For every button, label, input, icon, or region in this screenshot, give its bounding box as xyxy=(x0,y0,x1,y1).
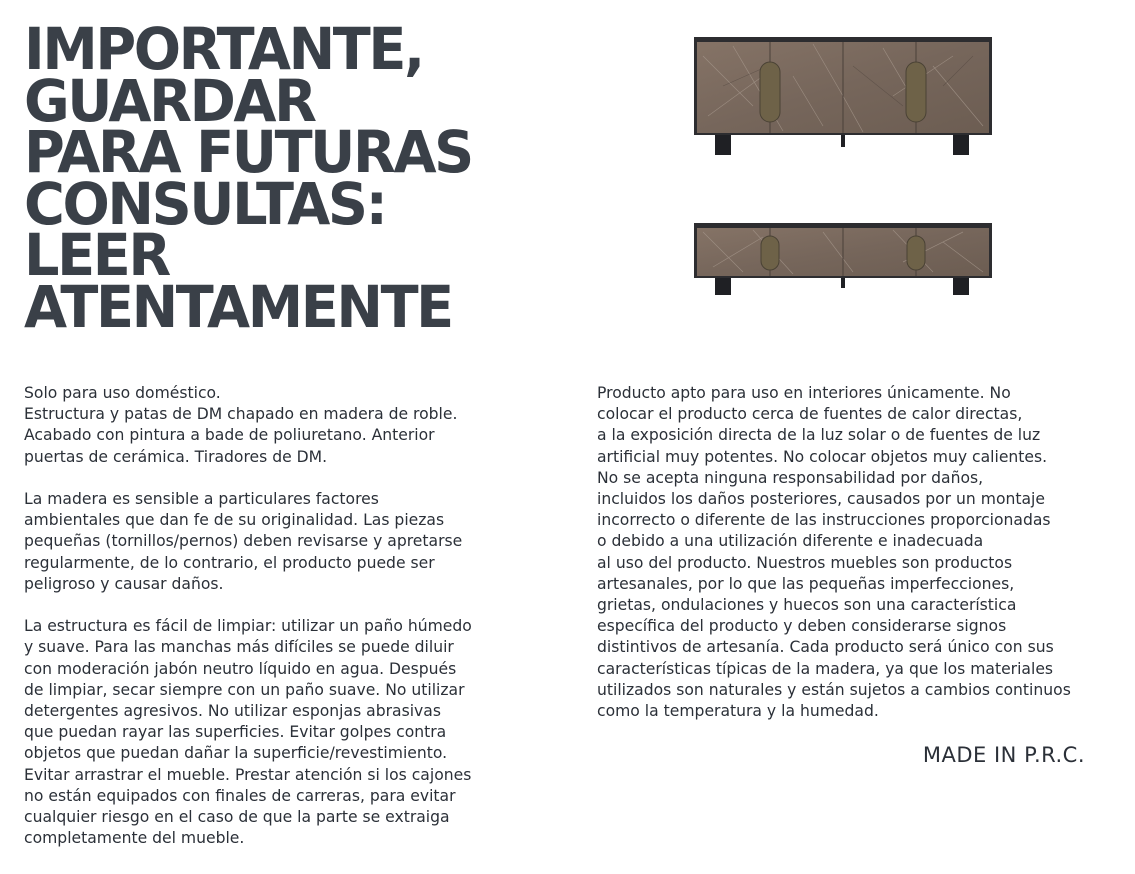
paragraph xyxy=(24,383,544,468)
text-line: ambientales que dan fe de su originalidad. Las piezas xyxy=(24,511,445,530)
text-line: con moderación jabón neutro líquido en agua. Después xyxy=(24,659,457,678)
tv-stand-image xyxy=(693,222,993,296)
text-line: Producto apto para uso en interiores únicamente. No xyxy=(597,384,1011,402)
text-line: o debido a una utilización diferente e inadecuada xyxy=(597,532,984,551)
sideboard-image xyxy=(693,36,993,158)
text-line: Estructura y patas de DM chapado en madera de roble. xyxy=(24,405,458,424)
text-line: a la exposición directa de la luz solar o de fuentes de luz xyxy=(597,426,1041,445)
text-line: artesanales, por lo que las pequeñas imperfecciones, xyxy=(597,574,1015,593)
text-line: puertas de cerámica. Tiradores de DM. xyxy=(24,447,328,466)
text-line: detergentes agresivos. No utilizar esponjas abrasivas xyxy=(24,702,441,721)
text-line: regularmente, de lo contrario, el producto puede ser xyxy=(24,553,435,572)
text-line: no están equipados con finales de carreras, para evitar xyxy=(24,786,456,805)
paragraph xyxy=(597,383,1117,722)
text-line: No se acepta ninguna responsabilidad por daños, xyxy=(597,468,984,487)
text-line: utilizados son naturales y están sujetos a cambios continuos xyxy=(597,680,1071,699)
title-line: PARA FUTURAS xyxy=(24,118,472,186)
text-line: Evitar arrastrar el mueble. Prestar atención si los cajones xyxy=(24,765,472,784)
text-line: específica del producto y deben considerarse signos xyxy=(597,617,1007,636)
title-line: ATENTAMENTE xyxy=(24,272,452,341)
title-line: IMPORTANTE, xyxy=(24,15,423,83)
text-line: incluidos los daños posteriores, causados por un montaje xyxy=(597,490,1045,509)
text-line: cualquier riesgo en el caso de que la parte se extraiga xyxy=(24,808,450,827)
right-text-column xyxy=(597,383,1117,722)
page-title xyxy=(24,15,523,341)
text-line: de limpiar, secar siempre con un paño suave. No utilizar xyxy=(24,680,465,699)
text-line: artificial muy potentes. No colocar objetos muy calientes. xyxy=(597,447,1048,466)
title-line: GUARDAR xyxy=(24,66,315,135)
paragraph xyxy=(24,616,544,849)
paragraph xyxy=(24,489,544,595)
text-line: objetos que puedan dañar la superficie/revestimiento. xyxy=(24,744,448,763)
text-line: distintivos de artesanía. Cada producto será único con sus xyxy=(597,638,1054,657)
text-line: completamente del mueble. xyxy=(24,829,245,848)
text-line: Acabado con pintura a bade de poliuretano. Anterior xyxy=(24,426,435,445)
text-line: La madera es sensible a particulares factores xyxy=(24,490,379,508)
text-line: como la temperatura y la humedad. xyxy=(597,702,879,721)
made-in-label: MADE IN P.R.C. xyxy=(922,743,1085,767)
text-line: incorrecto o diferente de las instrucciones proporcionadas xyxy=(597,511,1051,530)
text-line: pequeñas (tornillos/pernos) deben revisarse y apretarse xyxy=(24,532,463,551)
text-line: peligroso y causar daños. xyxy=(24,574,224,593)
text-line: que puedan rayar las superficies. Evitar golpes contra xyxy=(24,723,447,742)
text-line: La estructura es fácil de limpiar: utilizar un paño húmedo xyxy=(24,617,472,636)
title-line: LEER xyxy=(24,221,169,289)
text-line: al uso del producto. Nuestros muebles son productos xyxy=(597,553,1013,572)
text-line: características típicas de la madera, ya que los materiales xyxy=(597,659,1054,678)
text-line: Solo para uso doméstico. xyxy=(24,384,221,402)
left-text-column xyxy=(24,383,544,849)
text-line: colocar el producto cerca de fuentes de calor directas, xyxy=(597,405,1023,424)
title-line: CONSULTAS: xyxy=(24,169,386,238)
text-line: y suave. Para las manchas más difíciles se puede diluir xyxy=(24,638,454,657)
text-line: grietas, ondulaciones y huecos son una característica xyxy=(597,596,1017,615)
